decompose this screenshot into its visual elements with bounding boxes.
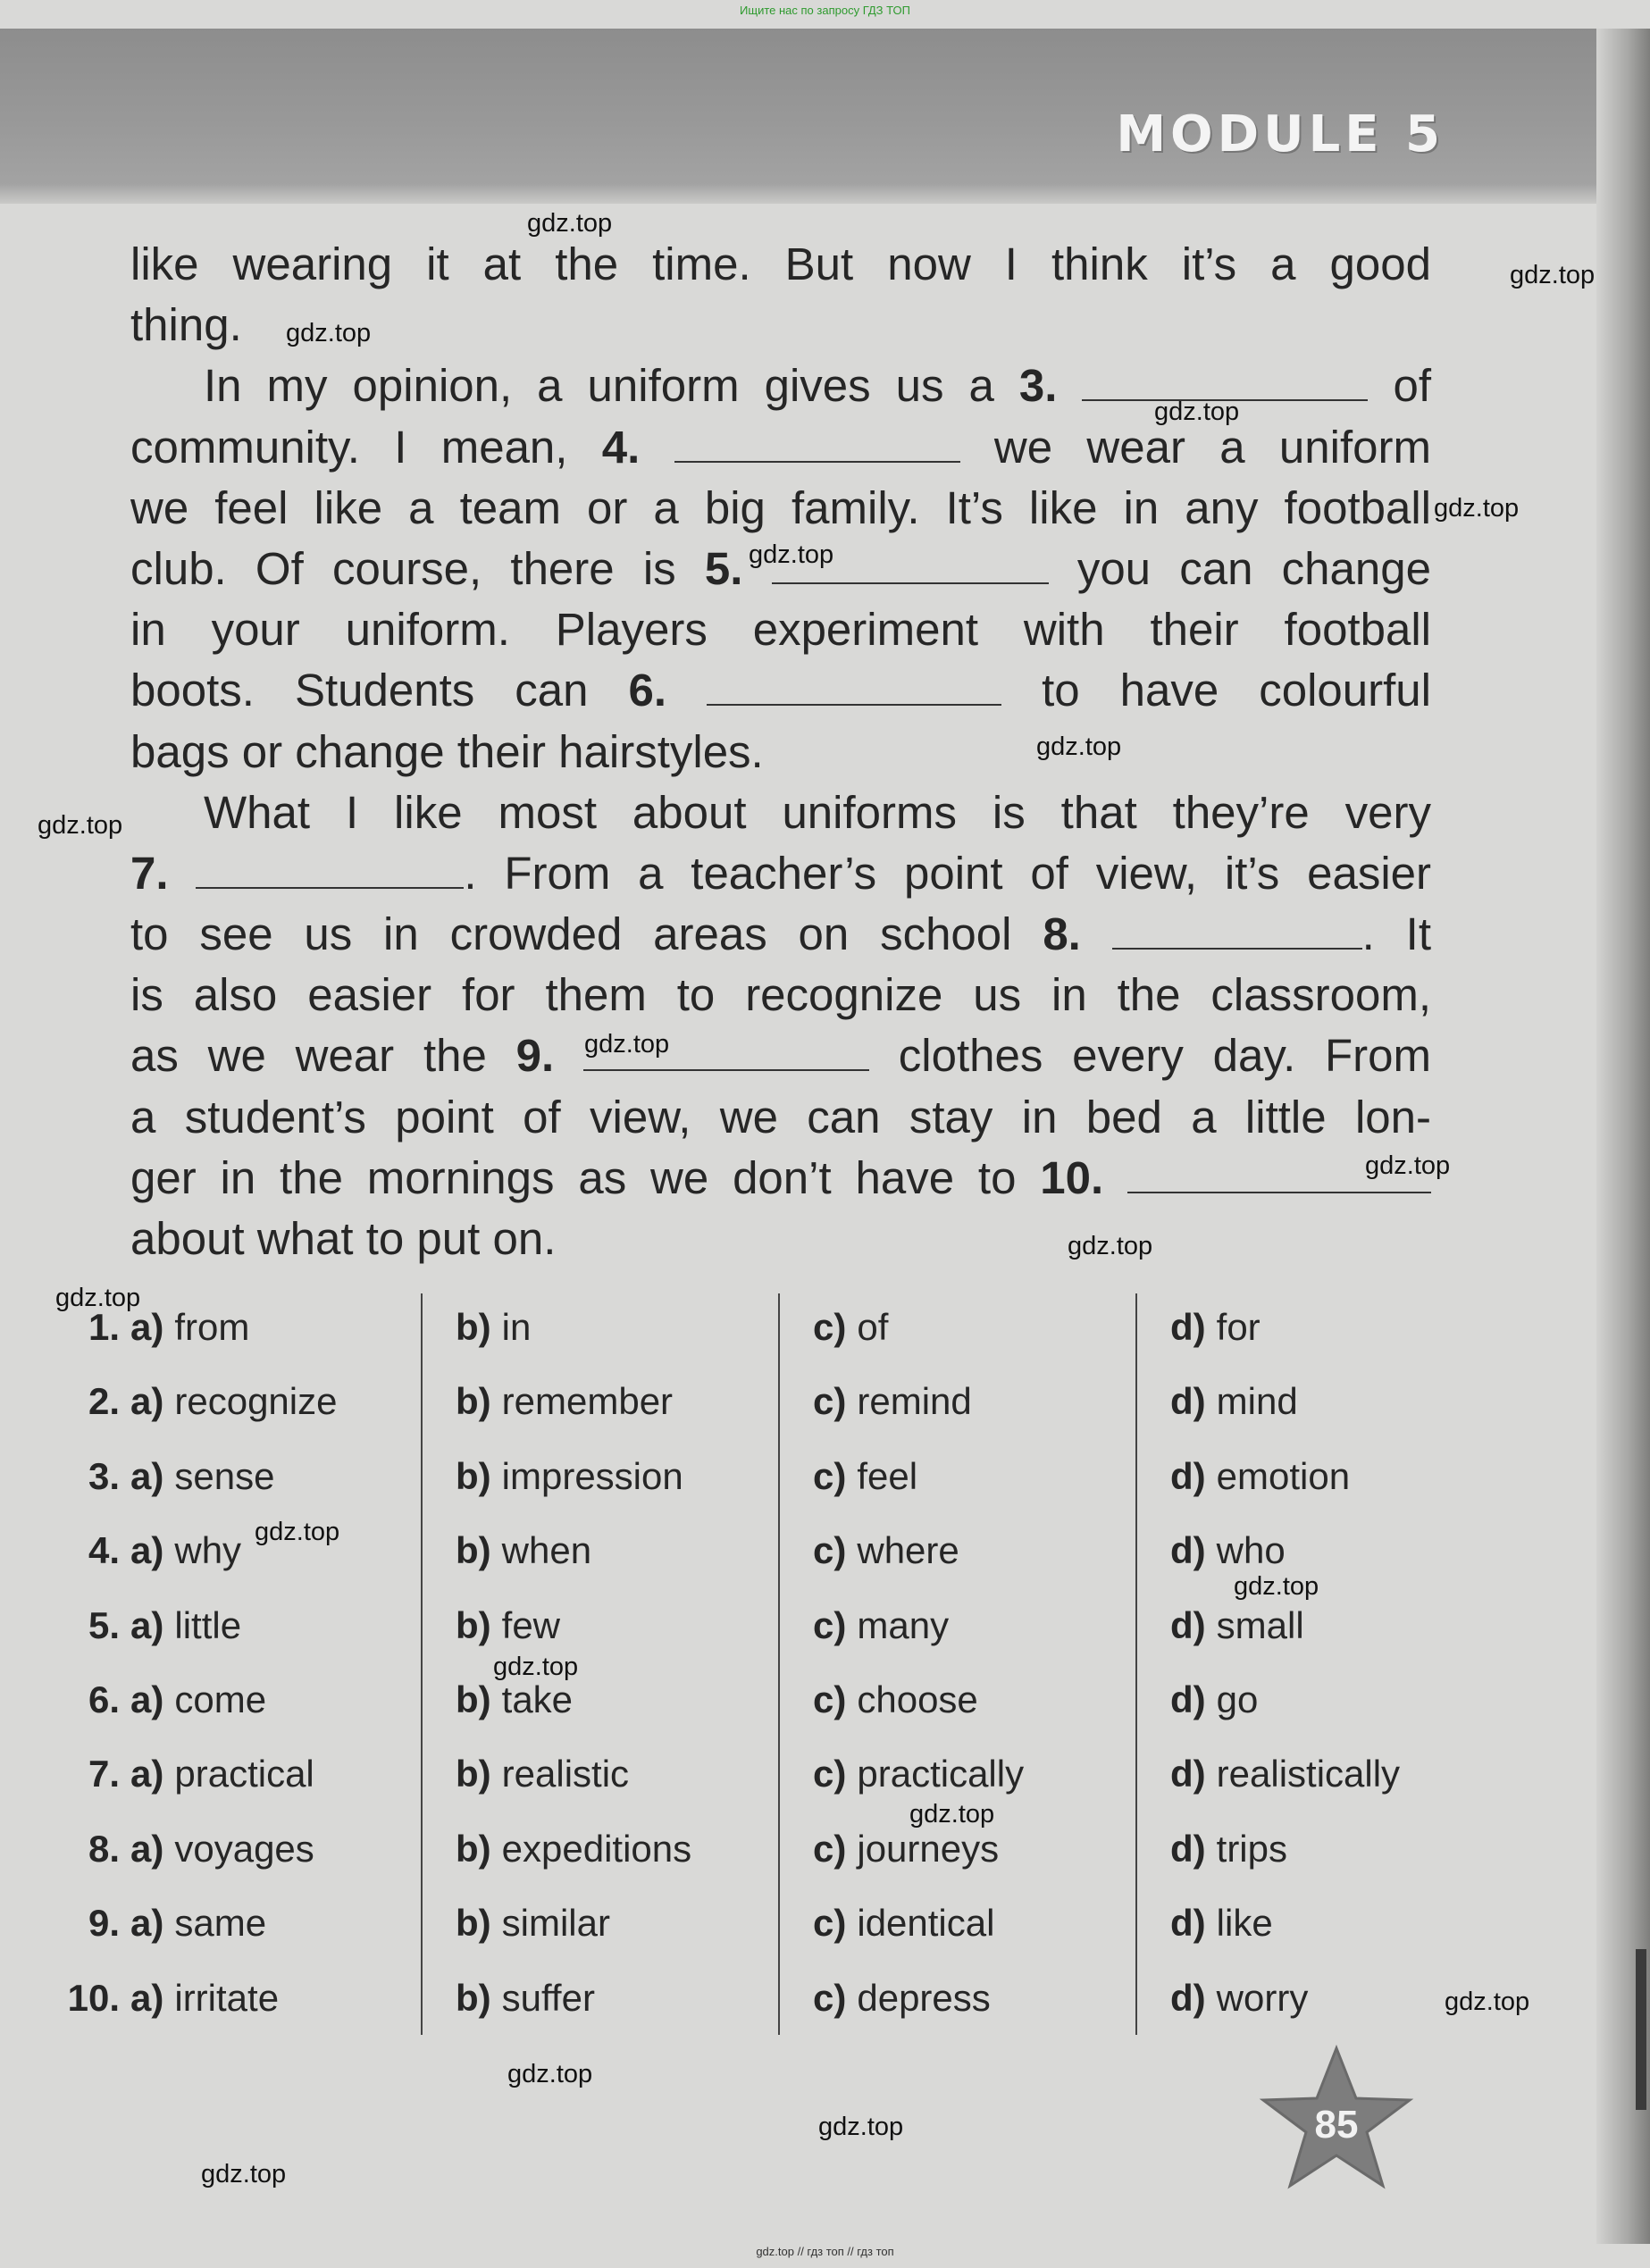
question-number: 5. [88, 1603, 120, 1646]
passage-line: like wearing it at the time. But now I think it’s a good [130, 239, 1431, 289]
option-letter: c) [813, 1753, 847, 1795]
option-b[interactable] [456, 1306, 531, 1349]
option-d[interactable] [1170, 1455, 1350, 1498]
gap-blank[interactable] [1082, 364, 1368, 401]
gap-number: 5. [704, 542, 743, 594]
option-row [54, 1753, 1447, 1827]
option-word: expeditions [501, 1827, 692, 1870]
option-letter: a) [130, 1380, 164, 1423]
option-word: from [174, 1306, 250, 1348]
option-d[interactable] [1170, 1380, 1298, 1423]
option-word: little [174, 1603, 242, 1646]
passage-line: is also easier for them to recognize us in the classroom, [130, 969, 1431, 1021]
watermark: gdz.top [1234, 1572, 1319, 1601]
option-letter: a) [130, 1678, 164, 1720]
page-number-star [1256, 2041, 1417, 2202]
option-word: irritate [174, 1976, 280, 2019]
question-number: 2. [88, 1380, 120, 1423]
page-number: 85 [1314, 2103, 1359, 2147]
option-d[interactable] [1170, 1678, 1258, 1721]
gap-blank[interactable] [196, 851, 464, 889]
option-c[interactable] [813, 1604, 949, 1647]
option-b[interactable] [456, 1380, 673, 1423]
watermark: gdz.top [818, 2113, 904, 2141]
option-letter: a) [130, 1902, 164, 1945]
option-a[interactable] [54, 1380, 337, 1423]
option-word: similar [501, 1902, 610, 1945]
option-letter: d) [1170, 1678, 1206, 1720]
passage-text: of [1368, 360, 1432, 412]
option-b[interactable] [456, 1977, 595, 2020]
option-d[interactable] [1170, 1306, 1261, 1349]
option-row [54, 1306, 1447, 1380]
bottom-note: gdz.top // гдз топ // гдз топ [756, 2245, 894, 2258]
top-note: Ищите нас по запросу ГДЗ ТОП [740, 4, 910, 17]
passage-text: In my opinion, a uniform gives us a [204, 360, 1019, 412]
option-c[interactable] [813, 1678, 978, 1721]
watermark: gdz.top [286, 319, 372, 347]
watermark: gdz.top [1510, 261, 1596, 289]
watermark: gdz.top [55, 1284, 141, 1312]
option-word: come [174, 1678, 267, 1720]
option-a[interactable] [54, 1455, 274, 1498]
option-d[interactable] [1170, 1529, 1286, 1572]
option-letter: d) [1170, 1827, 1206, 1870]
option-row [54, 1604, 1447, 1678]
option-letter: b) [456, 1529, 491, 1572]
option-letter: a) [130, 1753, 164, 1795]
option-b[interactable] [456, 1529, 591, 1572]
gap-number: 4. [601, 421, 641, 473]
watermark: gdz.top [527, 209, 613, 238]
option-word: worry [1216, 1976, 1309, 2019]
option-row [54, 1678, 1447, 1753]
question-number: 7. [88, 1753, 120, 1795]
passage-line: a student’s point of view, we can stay in bed a little lon- [130, 1091, 1431, 1142]
passage-text: clothes every day. From [868, 1030, 1432, 1082]
option-letter: c) [813, 1827, 847, 1870]
watermark: gdz.top [38, 811, 123, 840]
option-word: where [857, 1529, 959, 1572]
passage-line [130, 904, 1431, 965]
option-word: of [857, 1306, 889, 1348]
watermark: gdz.top [507, 2060, 593, 2088]
watermark: gdz.top [1434, 494, 1520, 523]
watermark: gdz.top [255, 1518, 340, 1546]
gap-number: 3. [1018, 360, 1058, 412]
watermark: gdz.top [1068, 1232, 1153, 1260]
option-letter: c) [813, 1380, 847, 1423]
option-letter: b) [456, 1454, 491, 1497]
gap-blank[interactable] [674, 425, 960, 463]
passage-text: to have colourful [1001, 665, 1432, 716]
option-word: same [174, 1902, 267, 1945]
passage-line: we feel like a team or a big family. It’s like in any football [130, 481, 1431, 533]
option-word: who [1216, 1529, 1286, 1572]
option-b[interactable] [456, 1678, 573, 1721]
option-letter: b) [456, 1306, 491, 1348]
option-word: choose [857, 1678, 978, 1720]
gap-blank[interactable] [707, 668, 1001, 706]
question-number: 10. [67, 1976, 120, 2019]
passage-text: community. I mean, [130, 421, 602, 473]
option-word: identical [857, 1902, 995, 1945]
option-c[interactable] [813, 1455, 917, 1498]
option-letter: a) [130, 1976, 164, 2019]
question-number: 3. [88, 1454, 120, 1497]
option-word: sense [174, 1454, 275, 1497]
watermark: gdz.top [909, 1800, 995, 1829]
gap-number: 9. [515, 1030, 555, 1082]
option-row [54, 1380, 1447, 1454]
option-a[interactable] [54, 1678, 266, 1721]
option-word: emotion [1216, 1454, 1351, 1497]
option-word: many [857, 1603, 950, 1646]
option-row [54, 1828, 1447, 1902]
passage-line: in your uniform. Players experiment with their football [130, 604, 1431, 656]
option-word: take [501, 1678, 574, 1720]
option-b[interactable] [456, 1604, 560, 1647]
passage-line: bags or change their hairstyles. [130, 725, 764, 777]
watermark: gdz.top [1036, 732, 1122, 761]
option-b[interactable] [456, 1902, 610, 1945]
passage-line [130, 1025, 1431, 1086]
passage-line: thing. [130, 299, 242, 351]
option-row [54, 1977, 1447, 2051]
option-letter: b) [456, 1380, 491, 1423]
option-letter: b) [456, 1678, 491, 1720]
option-letter: d) [1170, 1603, 1206, 1646]
option-d[interactable] [1170, 1902, 1273, 1945]
gap-number: 8. [1043, 908, 1081, 960]
option-letter: b) [456, 1902, 491, 1945]
option-a[interactable] [54, 1902, 266, 1945]
option-letter: c) [813, 1603, 847, 1646]
option-a[interactable] [54, 1753, 314, 1795]
option-letter: b) [456, 1827, 491, 1870]
option-a[interactable] [54, 1529, 241, 1572]
option-c[interactable] [813, 1977, 991, 2020]
watermark: gdz.top [1445, 1988, 1530, 2016]
watermark: gdz.top [1365, 1151, 1451, 1180]
watermark: gdz.top [1154, 398, 1240, 426]
gap-number: 7. [130, 847, 169, 899]
passage-text: you can change [1048, 542, 1431, 594]
option-word: remind [857, 1380, 972, 1423]
option-d[interactable] [1170, 1977, 1308, 2020]
question-number: 6. [88, 1678, 120, 1720]
option-letter: d) [1170, 1454, 1206, 1497]
option-b[interactable] [456, 1455, 683, 1498]
option-letter: d) [1170, 1380, 1206, 1423]
passage-text: to see us in crowded areas on school [130, 908, 1043, 960]
gap-blank[interactable] [1112, 912, 1362, 950]
reading-passage [130, 234, 1431, 1269]
option-a[interactable] [54, 1828, 314, 1870]
passage-text: club. Of course, there is [130, 542, 705, 594]
option-letter: d) [1170, 1902, 1206, 1945]
watermark: gdz.top [749, 540, 834, 569]
option-c[interactable] [813, 1380, 972, 1423]
gap-number: 6. [628, 665, 667, 716]
passage-text: . From a teacher’s point of view, it’s easier [464, 847, 1432, 899]
passage-line: about what to put on. [130, 1213, 557, 1264]
option-word: suffer [501, 1976, 595, 2019]
option-word: impression [501, 1454, 683, 1497]
option-c[interactable] [813, 1306, 888, 1349]
option-letter: b) [456, 1976, 491, 2019]
question-number: 1. [88, 1306, 120, 1348]
option-c[interactable] [813, 1828, 999, 1870]
watermark: gdz.top [584, 1030, 670, 1059]
question-number: 9. [88, 1902, 120, 1945]
option-c[interactable] [813, 1753, 1024, 1795]
question-number: 8. [88, 1827, 120, 1870]
option-row [54, 1902, 1447, 1976]
option-word: few [501, 1603, 561, 1646]
page-edge [1596, 29, 1650, 2244]
option-word: in [501, 1306, 532, 1348]
option-word: practical [174, 1753, 314, 1795]
option-word: journeys [857, 1827, 1000, 1870]
passage-line [130, 843, 1431, 904]
option-word: like [1216, 1902, 1273, 1945]
option-word: why [174, 1529, 242, 1572]
option-word: depress [857, 1976, 991, 2019]
option-b[interactable] [456, 1828, 691, 1870]
option-letter: a) [130, 1603, 164, 1646]
option-word: realistic [501, 1753, 630, 1795]
option-letter: c) [813, 1306, 847, 1348]
option-word: mind [1216, 1380, 1298, 1423]
option-letter: c) [813, 1902, 847, 1945]
option-word: practically [857, 1753, 1025, 1795]
option-word: for [1216, 1306, 1261, 1348]
option-letter: c) [813, 1529, 847, 1572]
option-word: small [1216, 1603, 1304, 1646]
passage-text: . It [1361, 908, 1431, 960]
option-d[interactable] [1170, 1828, 1287, 1870]
option-a[interactable] [54, 1604, 241, 1647]
option-letter: d) [1170, 1306, 1206, 1348]
option-d[interactable] [1170, 1753, 1400, 1795]
passage-line [130, 660, 1431, 721]
option-a[interactable] [54, 1977, 279, 2020]
option-word: trips [1216, 1827, 1288, 1870]
option-word: go [1216, 1678, 1259, 1720]
option-letter: c) [813, 1454, 847, 1497]
option-c[interactable] [813, 1529, 959, 1572]
option-letter: b) [456, 1753, 491, 1795]
passage-line: What I like most about uniforms is that they’re very [204, 786, 1431, 838]
option-b[interactable] [456, 1753, 629, 1795]
option-word: recognize [174, 1380, 338, 1423]
option-letter: d) [1170, 1976, 1206, 2019]
option-letter: c) [813, 1976, 847, 2019]
option-letter: d) [1170, 1753, 1206, 1795]
option-letter: c) [813, 1678, 847, 1720]
option-letter: a) [130, 1529, 164, 1572]
gap-number: 10. [1040, 1151, 1104, 1203]
option-d[interactable] [1170, 1604, 1304, 1647]
question-number: 4. [88, 1529, 120, 1572]
passage-text: boots. Students can [130, 665, 629, 716]
option-word: realistically [1216, 1753, 1401, 1795]
watermark: gdz.top [201, 2160, 287, 2188]
module-title: MODULE 5 [1116, 105, 1445, 163]
option-letter: a) [130, 1454, 164, 1497]
option-letter: a) [130, 1306, 164, 1348]
answer-options [54, 1306, 1447, 2051]
option-word: voyages [174, 1827, 314, 1870]
option-word: remember [501, 1380, 674, 1423]
passage-line [130, 1148, 1431, 1209]
watermark: gdz.top [493, 1653, 579, 1681]
option-letter: a) [130, 1827, 164, 1870]
option-c[interactable] [813, 1902, 994, 1945]
passage-text: as we wear the [130, 1030, 516, 1082]
option-letter: b) [456, 1603, 491, 1646]
passage-text: we wear a uniform [959, 421, 1431, 473]
option-letter: d) [1170, 1529, 1206, 1572]
option-word: feel [857, 1454, 918, 1497]
passage-text: ger in the mornings as we don’t have to [130, 1151, 1041, 1203]
option-word: when [501, 1529, 592, 1572]
